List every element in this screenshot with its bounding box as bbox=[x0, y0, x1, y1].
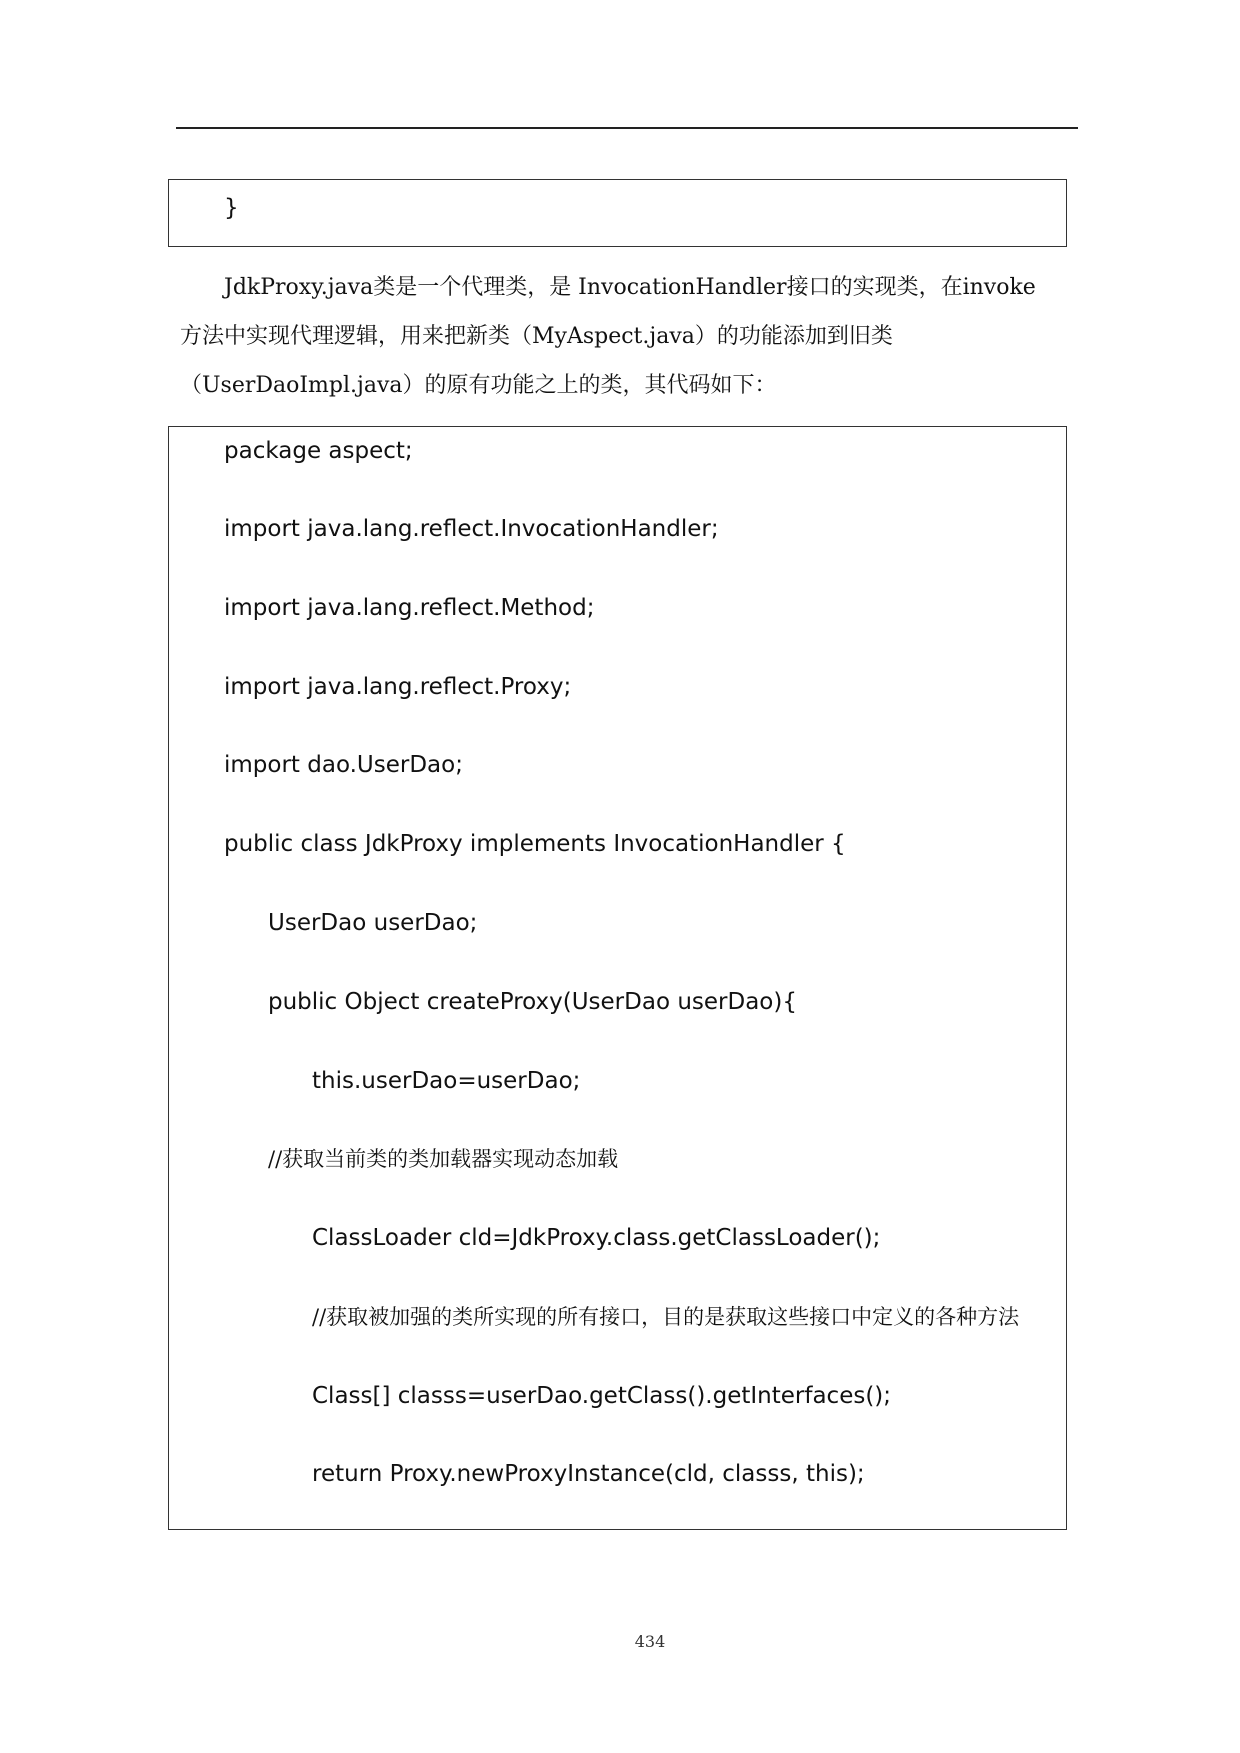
code-line: public class JdkProxy implements InvocationHandler { bbox=[224, 831, 846, 857]
code-line: this.userDao=userDao; bbox=[312, 1068, 581, 1094]
code-line: package aspect; bbox=[224, 438, 413, 464]
code-line: ClassLoader cld=JdkProxy.class.getClassLoader(); bbox=[312, 1225, 881, 1251]
code-line: import dao.UserDao; bbox=[224, 752, 463, 778]
code-line: import java.lang.reflect.InvocationHandler; bbox=[224, 516, 719, 542]
code-block-continuation bbox=[168, 179, 1067, 247]
code-block-jdkproxy bbox=[168, 426, 1067, 1530]
code-line: import java.lang.reflect.Method; bbox=[224, 595, 595, 621]
code-comment: //获取当前类的类加载器实现动态加载 bbox=[268, 1147, 619, 1171]
code-line: public Object createProxy(UserDao userDao){ bbox=[268, 989, 797, 1015]
code-line: Class[] classs=userDao.getClass().getInterfaces(); bbox=[312, 1383, 892, 1409]
paragraph-line: JdkProxy.java类是一个代理类，是 InvocationHandler接口的实现类，在invoke bbox=[224, 275, 1036, 300]
paragraph-line: 方法中实现代理逻辑，用来把新类（MyAspect.java）的功能添加到旧类 bbox=[180, 324, 893, 349]
header-rule bbox=[176, 127, 1078, 129]
page-number: 434 bbox=[634, 1632, 666, 1651]
code-line: import java.lang.reflect.Proxy; bbox=[224, 674, 572, 700]
code-line: UserDao userDao; bbox=[268, 910, 478, 936]
code-line: return Proxy.newProxyInstance(cld, classs, this); bbox=[312, 1461, 865, 1487]
code-comment: //获取被加强的类所实现的所有接口，目的是获取这些接口中定义的各种方法 bbox=[312, 1305, 1020, 1329]
paragraph-line: （UserDaoImpl.java）的原有功能之上的类，其代码如下： bbox=[180, 373, 777, 398]
code-line: } bbox=[224, 195, 239, 221]
